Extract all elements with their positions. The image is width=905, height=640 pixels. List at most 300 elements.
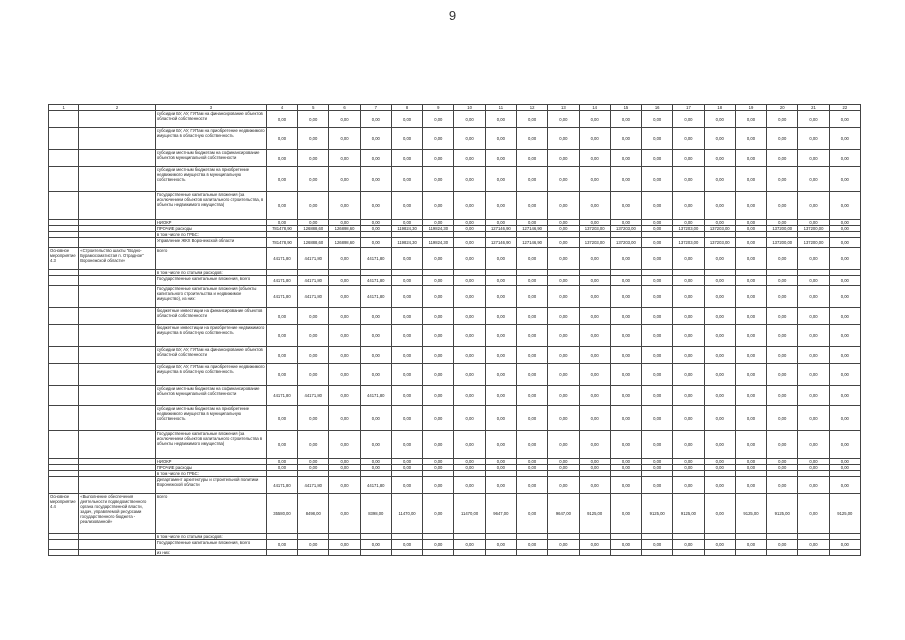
value-cell: 0,00 xyxy=(548,286,579,308)
program-name-cell xyxy=(79,477,156,494)
value-cell: 0,00 xyxy=(485,248,516,270)
value-cell: 0,00 xyxy=(548,238,579,248)
value-cell: 0,00 xyxy=(329,325,360,347)
value-cell: 0,00 xyxy=(829,347,860,364)
value-cell: 137203,00 xyxy=(610,226,641,232)
value-cell: 137203,00 xyxy=(704,238,735,248)
program-name-cell xyxy=(79,150,156,167)
value-cell: 0,00 xyxy=(516,364,547,386)
value-cell: 0,00 xyxy=(642,111,673,128)
value-cell: 0,00 xyxy=(516,465,547,471)
value-cell: 0,00 xyxy=(266,406,297,431)
value-cell: 0,00 xyxy=(391,248,422,270)
value-cell: 0,00 xyxy=(548,347,579,364)
value-cell: 44171,80 xyxy=(266,248,297,270)
value-cell: 0,00 xyxy=(266,111,297,128)
value-cell: 0,00 xyxy=(329,386,360,406)
program-name-cell xyxy=(79,192,156,220)
value-cell: 0,00 xyxy=(642,540,673,550)
value-cell: 0,00 xyxy=(454,386,485,406)
value-cell: 0,00 xyxy=(579,459,610,465)
program-code-cell xyxy=(49,347,79,364)
value-cell: 0,00 xyxy=(610,308,641,325)
value-cell: 0,00 xyxy=(673,431,704,459)
value-cell: 0,00 xyxy=(704,431,735,459)
value-cell: 0,00 xyxy=(485,128,516,150)
program-code-cell xyxy=(49,477,79,494)
value-cell: 137200,00 xyxy=(798,226,829,232)
value-cell: 0,00 xyxy=(485,167,516,192)
table-row xyxy=(49,192,861,220)
value-cell: 9647,00 xyxy=(485,494,516,534)
value-cell: 0,00 xyxy=(329,459,360,465)
value-cell: 0,00 xyxy=(610,386,641,406)
expense-item-cell: Государственные капитальные вложения (за исключением объектов капитального строительства, в объекты недвижимого имущества) xyxy=(155,192,266,220)
value-cell: 44171,80 xyxy=(266,286,297,308)
value-cell: 0,00 xyxy=(767,150,798,167)
value-cell: 0,00 xyxy=(298,459,329,465)
program-name-cell xyxy=(79,550,156,556)
value-cell: 0,00 xyxy=(485,325,516,347)
value-cell: 0,00 xyxy=(642,128,673,150)
value-cell: 0,00 xyxy=(516,477,547,494)
value-cell: 0,00 xyxy=(454,308,485,325)
value-cell: 0,00 xyxy=(548,406,579,431)
program-name-cell xyxy=(79,238,156,248)
expense-item-cell: субсидии БУ, АУ, ГУПам на приобретение недвижимого имущества в областную собственность xyxy=(155,364,266,386)
value-cell: 0,00 xyxy=(642,276,673,286)
program-code-cell xyxy=(49,364,79,386)
value-cell: 0,00 xyxy=(642,386,673,406)
value-cell: 0,00 xyxy=(298,465,329,471)
expense-item-cell: в том числе по статьям расходов: xyxy=(155,270,266,276)
value-cell: 0,00 xyxy=(266,308,297,325)
value-cell: 0,00 xyxy=(360,192,391,220)
table-row xyxy=(49,111,861,128)
value-cell: 0,00 xyxy=(673,150,704,167)
value-cell: 0,00 xyxy=(610,406,641,431)
expense-item-cell: в том числе по ГРБС: xyxy=(155,232,266,238)
value-cell xyxy=(266,550,297,556)
value-cell: 0,00 xyxy=(454,540,485,550)
value-cell: 0,00 xyxy=(673,465,704,471)
value-cell: 137203,00 xyxy=(673,226,704,232)
value-cell: 0,00 xyxy=(642,226,673,232)
program-code-cell xyxy=(49,325,79,347)
value-cell: 0,00 xyxy=(704,347,735,364)
expense-item-cell: субсидии БУ, АУ, ГУПам на финансирование объектов областной собственности xyxy=(155,111,266,128)
value-cell: 126898,60 xyxy=(329,226,360,232)
column-number-7: 7 xyxy=(360,105,391,111)
value-cell: 44171,80 xyxy=(360,286,391,308)
value-cell xyxy=(767,550,798,556)
expense-item-cell: Управление ЖКХ Воронежской области xyxy=(155,238,266,248)
value-cell: 0,00 xyxy=(798,150,829,167)
value-cell: 0,00 xyxy=(642,465,673,471)
value-cell: 0,00 xyxy=(548,276,579,286)
value-cell: 0,00 xyxy=(610,150,641,167)
value-cell: 0,00 xyxy=(735,150,766,167)
value-cell: 0,00 xyxy=(391,128,422,150)
program-code-cell xyxy=(49,386,79,406)
value-cell: 0,00 xyxy=(610,128,641,150)
value-cell: 0,00 xyxy=(798,111,829,128)
value-cell: 0,00 xyxy=(829,150,860,167)
value-cell: 0,00 xyxy=(266,347,297,364)
value-cell: 0,00 xyxy=(829,276,860,286)
value-cell: 0,00 xyxy=(610,220,641,226)
value-cell xyxy=(423,550,454,556)
value-cell: 0,00 xyxy=(610,276,641,286)
expense-item-cell: всего xyxy=(155,248,266,270)
program-name-cell xyxy=(79,308,156,325)
program-code-cell xyxy=(49,406,79,431)
value-cell: 0,00 xyxy=(735,459,766,465)
value-cell: 0,00 xyxy=(391,167,422,192)
value-cell: 44171,80 xyxy=(360,248,391,270)
value-cell: 0,00 xyxy=(798,406,829,431)
value-cell: 0,00 xyxy=(704,192,735,220)
value-cell: 0,00 xyxy=(423,406,454,431)
expense-item-cell: бюджетные инвестиции на финансирование объектов областной собственности xyxy=(155,308,266,325)
value-cell: 0,00 xyxy=(485,540,516,550)
expense-item-cell: Департамент архитектуры и строительной политики Воронежской области xyxy=(155,477,266,494)
value-cell: 0,00 xyxy=(735,238,766,248)
expense-item-cell: в том числе по статьям расходов: xyxy=(155,534,266,540)
value-cell: 119824,30 xyxy=(423,226,454,232)
value-cell: 0,00 xyxy=(829,248,860,270)
value-cell: 0,00 xyxy=(829,477,860,494)
value-cell: 0,00 xyxy=(360,167,391,192)
value-cell: 0,00 xyxy=(360,364,391,386)
value-cell: 0,00 xyxy=(829,220,860,226)
value-cell: 0,00 xyxy=(829,459,860,465)
value-cell: 0,00 xyxy=(610,459,641,465)
value-cell: 0,00 xyxy=(798,167,829,192)
value-cell xyxy=(610,550,641,556)
value-cell: 0,00 xyxy=(548,459,579,465)
value-cell: 0,00 xyxy=(767,167,798,192)
value-cell: 0,00 xyxy=(298,167,329,192)
value-cell: 0,00 xyxy=(454,226,485,232)
value-cell: 0,00 xyxy=(767,111,798,128)
value-cell: 0,00 xyxy=(735,220,766,226)
value-cell: 0,00 xyxy=(329,494,360,534)
value-cell: 0,00 xyxy=(298,308,329,325)
value-cell: 0,00 xyxy=(485,459,516,465)
value-cell: 0,00 xyxy=(360,465,391,471)
value-cell: 0,00 xyxy=(485,220,516,226)
value-cell: 126888,60 xyxy=(298,238,329,248)
value-cell: 0,00 xyxy=(673,167,704,192)
program-name-cell xyxy=(79,364,156,386)
value-cell: 0,00 xyxy=(735,128,766,150)
value-cell: 0,00 xyxy=(516,386,547,406)
value-cell: 0,00 xyxy=(642,477,673,494)
program-code-cell: Основное мероприятие 4.4 xyxy=(49,494,79,534)
expense-item-cell: в том числе по ГРБС: xyxy=(155,471,266,477)
value-cell xyxy=(548,550,579,556)
program-code-cell xyxy=(49,276,79,286)
table-row xyxy=(49,325,861,347)
value-cell: 0,00 xyxy=(391,308,422,325)
expense-item-cell: Государственные капитальные вложения, всего xyxy=(155,540,266,550)
value-cell: 781478,90 xyxy=(266,238,297,248)
value-cell xyxy=(829,550,860,556)
value-cell: 137203,00 xyxy=(673,238,704,248)
value-cell: 0,00 xyxy=(704,286,735,308)
table-row xyxy=(49,167,861,192)
program-code-cell xyxy=(49,150,79,167)
value-cell: 0,00 xyxy=(454,465,485,471)
column-number-14: 14 xyxy=(579,105,610,111)
value-cell xyxy=(360,550,391,556)
value-cell: 0,00 xyxy=(610,431,641,459)
program-code-cell xyxy=(49,540,79,550)
program-name-cell xyxy=(79,540,156,550)
value-cell: 0,00 xyxy=(548,128,579,150)
value-cell: 0,00 xyxy=(266,459,297,465)
value-cell: 0,00 xyxy=(423,347,454,364)
value-cell: 0,00 xyxy=(266,128,297,150)
value-cell: 0,00 xyxy=(485,347,516,364)
value-cell: 0,00 xyxy=(454,477,485,494)
program-name-cell xyxy=(79,286,156,308)
value-cell: 0,00 xyxy=(454,238,485,248)
value-cell: 0,00 xyxy=(423,167,454,192)
value-cell: 0,00 xyxy=(516,192,547,220)
expense-item-cell: НИОКР xyxy=(155,459,266,465)
table-row xyxy=(49,347,861,364)
value-cell: 0,00 xyxy=(423,276,454,286)
value-cell: 0,00 xyxy=(798,465,829,471)
value-cell: 0,00 xyxy=(329,150,360,167)
table-row xyxy=(49,276,861,286)
value-cell: 0,00 xyxy=(673,406,704,431)
value-cell: 0,00 xyxy=(829,386,860,406)
value-cell: 0,00 xyxy=(454,431,485,459)
value-cell: 0,00 xyxy=(548,477,579,494)
value-cell: 0,00 xyxy=(329,128,360,150)
value-cell: 0,00 xyxy=(454,150,485,167)
column-number-17: 17 xyxy=(673,105,704,111)
value-cell: 0,00 xyxy=(610,248,641,270)
value-cell: 44171,80 xyxy=(298,477,329,494)
value-cell: 0,00 xyxy=(735,308,766,325)
value-cell: 0,00 xyxy=(548,386,579,406)
value-cell: 9125,00 xyxy=(767,494,798,534)
program-name-cell xyxy=(79,347,156,364)
value-cell: 0,00 xyxy=(798,431,829,459)
value-cell: 0,00 xyxy=(298,406,329,431)
value-cell: 0,00 xyxy=(329,465,360,471)
value-cell: 0,00 xyxy=(704,167,735,192)
value-cell: 137203,00 xyxy=(579,226,610,232)
value-cell: 0,00 xyxy=(642,459,673,465)
value-cell: 0,00 xyxy=(642,192,673,220)
value-cell: 0,00 xyxy=(516,286,547,308)
value-cell: 0,00 xyxy=(298,128,329,150)
program-code-cell xyxy=(49,286,79,308)
table-row xyxy=(49,128,861,150)
value-cell: 0,00 xyxy=(360,406,391,431)
value-cell: 0,00 xyxy=(673,192,704,220)
value-cell: 0,00 xyxy=(423,459,454,465)
value-cell: 127146,90 xyxy=(485,238,516,248)
value-cell: 0,00 xyxy=(516,308,547,325)
program-code-cell xyxy=(49,192,79,220)
column-number-8: 8 xyxy=(391,105,422,111)
value-cell: 0,00 xyxy=(423,248,454,270)
value-cell: 35580,00 xyxy=(266,494,297,534)
value-cell: 44171,80 xyxy=(360,276,391,286)
value-cell: 0,00 xyxy=(735,276,766,286)
value-cell: 8398,00 xyxy=(360,494,391,534)
value-cell: 119824,30 xyxy=(391,226,422,232)
value-cell: 0,00 xyxy=(829,128,860,150)
value-cell: 0,00 xyxy=(798,325,829,347)
value-cell: 0,00 xyxy=(829,406,860,431)
value-cell: 0,00 xyxy=(423,220,454,226)
value-cell: 0,00 xyxy=(704,111,735,128)
value-cell: 0,00 xyxy=(423,386,454,406)
value-cell: 11470,00 xyxy=(391,494,422,534)
value-cell: 0,00 xyxy=(266,192,297,220)
value-cell: 0,00 xyxy=(642,406,673,431)
value-cell: 0,00 xyxy=(610,286,641,308)
value-cell: 0,00 xyxy=(298,364,329,386)
value-cell xyxy=(454,550,485,556)
value-cell: 0,00 xyxy=(767,308,798,325)
value-cell: 0,00 xyxy=(391,465,422,471)
value-cell: 0,00 xyxy=(391,477,422,494)
value-cell: 0,00 xyxy=(610,494,641,534)
value-cell: 0,00 xyxy=(642,220,673,226)
page-number: 9 xyxy=(448,8,457,23)
value-cell: 44171,80 xyxy=(360,477,391,494)
value-cell: 0,00 xyxy=(548,308,579,325)
value-cell: 0,00 xyxy=(798,540,829,550)
value-cell: 0,00 xyxy=(767,364,798,386)
expense-item-cell: бюджетные инвестиции на приобретение недвижимого имущества в областную собственность xyxy=(155,325,266,347)
value-cell: 0,00 xyxy=(516,325,547,347)
value-cell: 0,00 xyxy=(704,128,735,150)
value-cell: 0,00 xyxy=(735,226,766,232)
table-row xyxy=(49,406,861,431)
value-cell: 127146,90 xyxy=(485,226,516,232)
value-cell: 0,00 xyxy=(767,386,798,406)
value-cell: 0,00 xyxy=(579,167,610,192)
value-cell: 0,00 xyxy=(391,192,422,220)
value-cell: 0,00 xyxy=(642,248,673,270)
value-cell: 0,00 xyxy=(391,325,422,347)
value-cell: 0,00 xyxy=(329,192,360,220)
value-cell: 0,00 xyxy=(329,220,360,226)
value-cell: 0,00 xyxy=(329,276,360,286)
value-cell: 0,00 xyxy=(423,111,454,128)
value-cell: 0,00 xyxy=(454,325,485,347)
column-number-3: 3 xyxy=(155,105,266,111)
column-number-18: 18 xyxy=(704,105,735,111)
value-cell: 0,00 xyxy=(360,150,391,167)
value-cell xyxy=(329,550,360,556)
program-code-cell xyxy=(49,111,79,128)
value-cell: 0,00 xyxy=(454,276,485,286)
value-cell: 0,00 xyxy=(579,150,610,167)
program-name-cell xyxy=(79,276,156,286)
value-cell: 127146,90 xyxy=(516,238,547,248)
value-cell: 0,00 xyxy=(548,150,579,167)
value-cell: 0,00 xyxy=(266,150,297,167)
value-cell: 119824,30 xyxy=(391,238,422,248)
value-cell: 0,00 xyxy=(767,431,798,459)
value-cell: 0,00 xyxy=(329,540,360,550)
value-cell: 0,00 xyxy=(579,220,610,226)
value-cell: 0,00 xyxy=(266,431,297,459)
table-row xyxy=(49,431,861,459)
value-cell: 0,00 xyxy=(329,364,360,386)
value-cell: 0,00 xyxy=(798,386,829,406)
value-cell: 0,00 xyxy=(735,286,766,308)
value-cell: 0,00 xyxy=(298,111,329,128)
value-cell: 137200,00 xyxy=(798,238,829,248)
value-cell: 0,00 xyxy=(391,459,422,465)
value-cell: 0,00 xyxy=(485,465,516,471)
value-cell: 0,00 xyxy=(516,540,547,550)
value-cell: 0,00 xyxy=(360,308,391,325)
value-cell: 44171,80 xyxy=(298,286,329,308)
value-cell xyxy=(798,550,829,556)
value-cell: 0,00 xyxy=(735,325,766,347)
program-code-cell xyxy=(49,238,79,248)
value-cell: 0,00 xyxy=(642,347,673,364)
value-cell: 0,00 xyxy=(329,477,360,494)
value-cell: 0,00 xyxy=(673,347,704,364)
value-cell: 0,00 xyxy=(266,364,297,386)
value-cell: 0,00 xyxy=(642,431,673,459)
value-cell: 0,00 xyxy=(485,286,516,308)
value-cell: 0,00 xyxy=(704,540,735,550)
value-cell: 119824,30 xyxy=(423,238,454,248)
value-cell: 0,00 xyxy=(423,128,454,150)
value-cell: 0,00 xyxy=(798,494,829,534)
value-cell: 0,00 xyxy=(516,459,547,465)
value-cell: 0,00 xyxy=(642,238,673,248)
value-cell: 0,00 xyxy=(266,465,297,471)
value-cell: 0,00 xyxy=(673,111,704,128)
value-cell: 137203,00 xyxy=(704,226,735,232)
value-cell: 0,00 xyxy=(360,540,391,550)
value-cell: 0,00 xyxy=(798,308,829,325)
value-cell: 0,00 xyxy=(673,540,704,550)
value-cell: 0,00 xyxy=(579,540,610,550)
value-cell: 0,00 xyxy=(485,477,516,494)
value-cell: 0,00 xyxy=(391,111,422,128)
value-cell: 0,00 xyxy=(642,150,673,167)
value-cell: 0,00 xyxy=(360,325,391,347)
value-cell: 0,00 xyxy=(735,167,766,192)
value-cell: 0,00 xyxy=(391,276,422,286)
value-cell: 0,00 xyxy=(673,459,704,465)
value-cell: 0,00 xyxy=(579,465,610,471)
value-cell: 0,00 xyxy=(579,308,610,325)
value-cell: 0,00 xyxy=(485,308,516,325)
value-cell: 0,00 xyxy=(704,248,735,270)
value-cell: 0,00 xyxy=(266,325,297,347)
column-number-13: 13 xyxy=(548,105,579,111)
program-code-cell: Основное мероприятие 4.3 xyxy=(49,248,79,270)
value-cell: 127146,90 xyxy=(516,226,547,232)
